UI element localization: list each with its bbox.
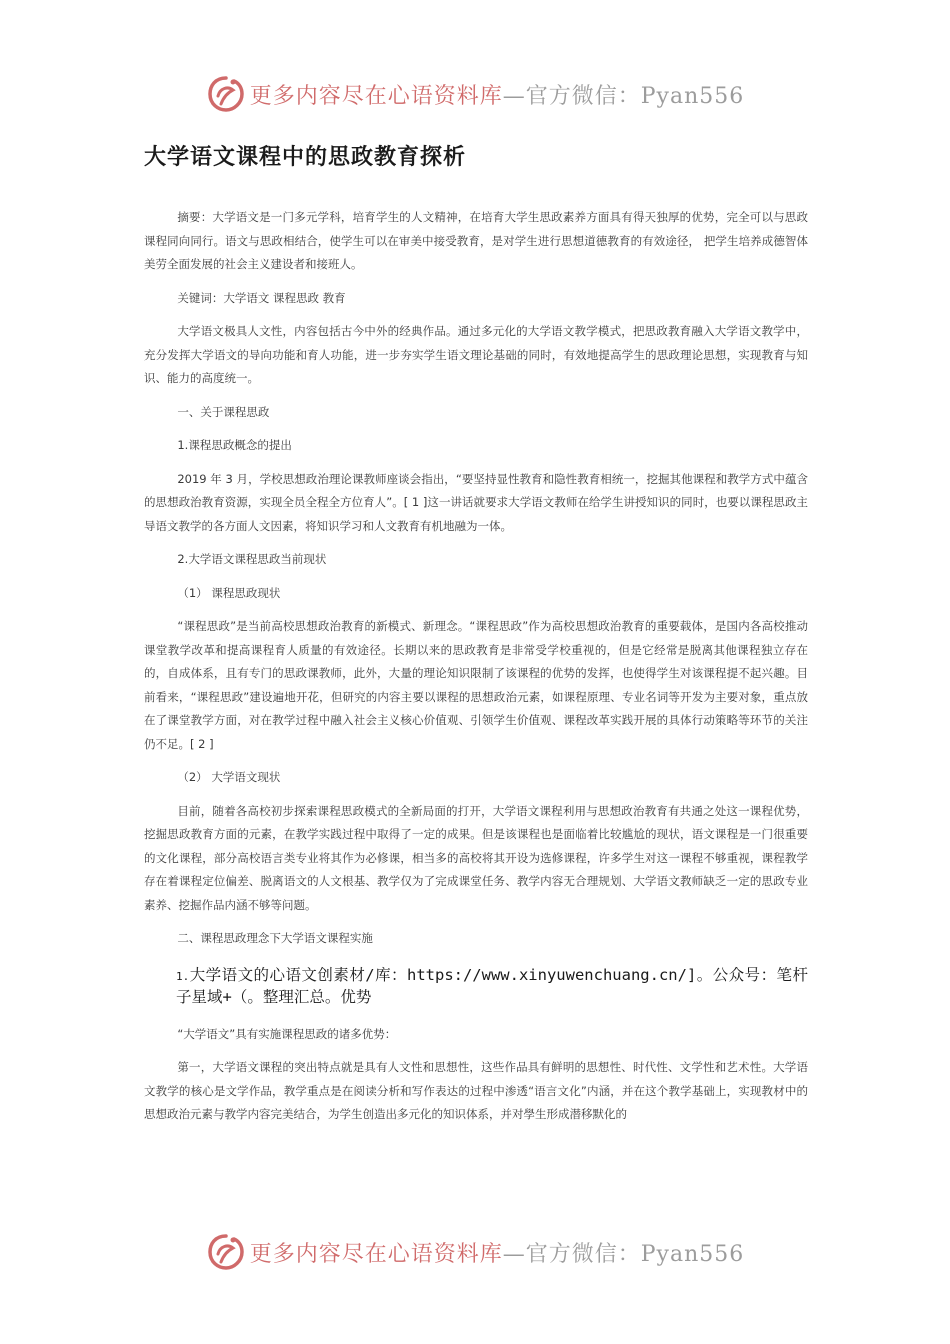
brand-logo-icon xyxy=(206,74,246,114)
document-title: 大学语文课程中的思政教育探析 xyxy=(144,145,467,170)
section-heading-1: 一、关于课程思政 xyxy=(177,404,270,419)
subsection-heading-1-1: 1.课程思政概念的提出 xyxy=(177,438,292,452)
body-paragraph-4: “大学语文”具有实施课程思政的诸多优势： xyxy=(177,1026,397,1041)
list-number: 1. xyxy=(176,969,190,983)
body-paragraph-5: 第一，大学语文课程的突出特点就是具有人文性和思想性，这些作品具有鲜明的思想性、时代性、文学性和艺术性。大学语文教学的核心是文学作品，教学重点是在阅读分析和写作表达的过程中渗透“语言文化”内涵，并在这个教学基础上，实现教材中的思想政治元素与教学内容完美结合，为学生创造出多元化的知识体系，并对學生形成潜移默化的 xyxy=(144,1060,808,1121)
banner-main-text: 更多内容尽在心语资料库 xyxy=(249,83,503,109)
watermark-insert-text: 大学语文的心语文创素材/库：https://www.xinyuwenchuang.cn/]。公众号：笔杆子星域+（。整理汇总。优势 xyxy=(176,965,808,1006)
body-paragraph-3: 目前，随着各高校初步探索课程思政模式的全新局面的打开，大学语文课程利用与思想政治教育有共通之处这一课程优势，挖掘思政教育方面的元素，在教学实践过程中取得了一定的成果。但是该课程也是面临着比较尴尬的现状，语文课程是一门很重要的文化课程，部分高校语言类专业将其作为必修课，相当多的高校将其开设为选修课程，许多学生对这一课程不够重视，课程教学存在着课程定位偏差、脱离语文的人文根基、教学仅为了完成课堂任务、教学内容无合理规划、大学语文教师缺乏一定的思政专业素养、挖掘作品内涵不够等问题。 xyxy=(144,803,808,912)
brand-logo-icon xyxy=(206,1232,246,1272)
subsection-heading-1-2: 2.大学语文课程思政当前现状 xyxy=(177,552,327,566)
sub-subsection-heading-1: （1） 课程思政现状 xyxy=(177,585,281,600)
body-paragraph-2: “课程思政”是当前高校思想政治教育的新模式、新理念。“课程思政”作为高校思想政治教育的重要载体，是国内各高校推动课堂教学改革和提高课程育人质量的有效途径。长期以来的思政教育是非常受学校重视的，但是它经常是脱离其他课程独立存在的，自成体系，且有专门的思政课教师，此外，大量的理论知识限制了该课程的优势的发挥，也使得学生对该课程提不起兴趣。目前看来，“课程思政”建设遍地开花，但研究的内容主要以课程的思想政治元素，如课程原理、专业名词等开发为主要对象，重点放在了课堂教学方面，对在教学过程中融入社会主义核心价值观、引领学生价值观、课程改革实践开展的具体行动策略等环节的关注仍不足。[ 2 ] xyxy=(144,619,808,751)
banner-sub-text: —官方微信：Pyan556 xyxy=(502,83,745,109)
document-body xyxy=(144,206,808,1137)
watermark-insert-line xyxy=(144,965,808,1007)
banner-text xyxy=(250,79,745,110)
banner-main-text: 更多内容尽在心语资料库 xyxy=(249,1241,503,1267)
abstract-paragraph: 摘要：大学语文是一门多元学科，培育学生的人文精神，在培育大学生思政素养方面具有得天独厚的优势，完全可以与思政课程同向同行。语文与思政相结合，使学生可以在审美中接受教育，是对学生进行思想道德教育的有效途径， 把学生培养成德智体美劳全面发展的社会主义建设者和接班人。 xyxy=(144,210,808,271)
footer-banner xyxy=(0,1230,950,1274)
section-heading-2: 二、课程思政理念下大学语文课程实施 xyxy=(177,931,373,945)
banner-sub-text: —官方微信：Pyan556 xyxy=(502,1241,745,1267)
body-paragraph-1: 2019 年 3 月，学校思想政治理论课教师座谈会指出，“要坚持显性教育和隐性教育相统一，挖掘其他课程和教学方式中蕴含的思想政治教育资源，实现全员全程全方位育人”。[ 1 ]这一讲话就要求大学语文教师在给学生讲授知识的同时，也要以课程思政主导语文教学的各方面人文因素，将知识学习和人文教育有机地融为一体。 xyxy=(144,471,808,533)
intro-paragraph: 大学语文极具人文性，内容包括古今中外的经典作品。通过多元化的大学语文教学模式，把思政教育融入大学语文教学中，充分发挥大学语文的导向功能和育人功能，进一步夯实学生语文理论基础的同时，有效地提高学生的思政理论思想，实现教育与知识、能力的高度统一。 xyxy=(144,324,808,385)
header-banner xyxy=(0,72,950,116)
banner-text xyxy=(250,1237,745,1268)
sub-subsection-heading-2: （2） 大学语文现状 xyxy=(177,770,281,784)
keywords-paragraph: 关键词：大学语文 课程思政 教育 xyxy=(177,290,346,305)
